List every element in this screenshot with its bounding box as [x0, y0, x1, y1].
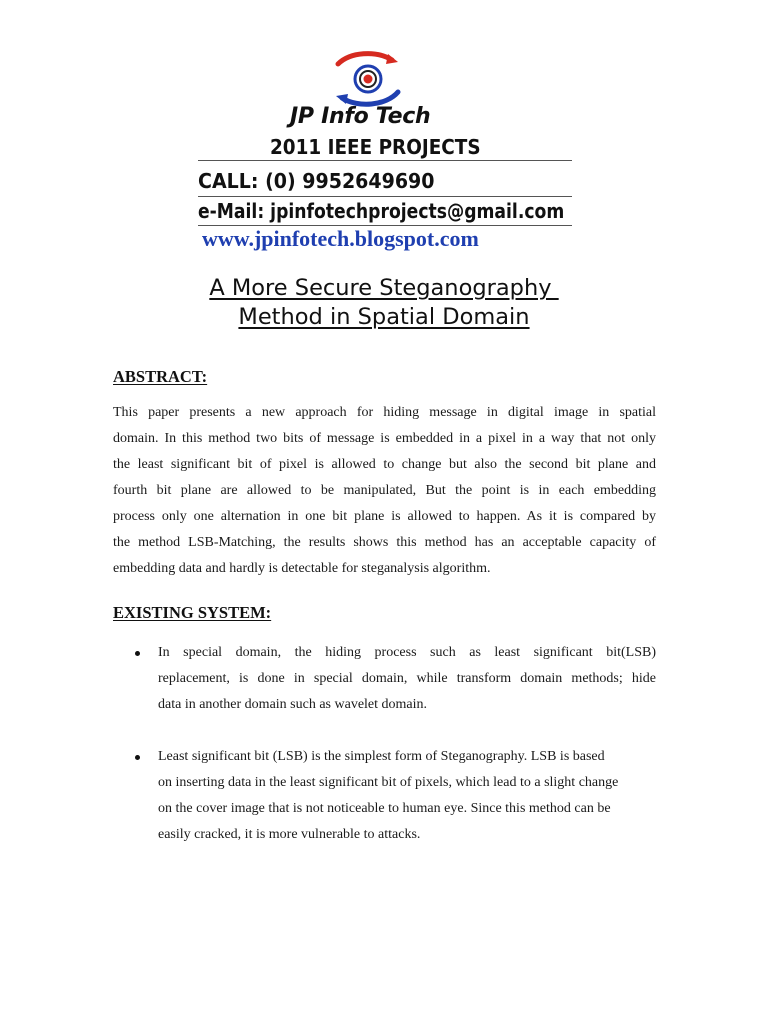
list-item [158, 640, 656, 718]
title-line-1: A More Secure Steganography [209, 275, 559, 301]
abstract-line: the least significant bit of pixel is allowed to change but also the second bit plane and [113, 457, 656, 472]
list-item-line: on inserting data in the least significant bit of pixels, which lead to a slight change [158, 775, 619, 790]
list-item-line: data in another domain such as wavelet domain. [158, 697, 428, 712]
abstract-line: domain. In this method two bits of message is embedded in a pixel in a way that not only [113, 431, 656, 446]
phone-number: CALL: (0) 9952649690 [198, 169, 435, 193]
list-item-line: easily cracked, it is more vulnerable to attacks. [158, 827, 421, 842]
existing-system-heading: EXISTING SYSTEM: [113, 603, 272, 622]
abstract-line: the method LSB-Matching, the results shows this method has an acceptable capacity of [113, 535, 656, 550]
list-item-line: replacement, is done in special domain, while transform domain methods; hide [158, 671, 656, 686]
letterhead [0, 0, 768, 260]
abstract-paragraph [113, 400, 656, 582]
divider-line [198, 196, 572, 197]
abstract-line: embedding data and hardly is detectable for steganalysis algorithm. [113, 561, 491, 576]
bullet-dot-icon [135, 755, 140, 760]
divider-line [198, 160, 572, 161]
list-item-line: In special domain, the hiding process such as least significant bit(LSB) [158, 645, 656, 660]
target-swirl-logo-icon [332, 50, 404, 110]
abstract-line: This paper presents a new approach for hiding message in digital image in spatial [113, 405, 656, 420]
email-address: e-Mail: jpinfotechprojects@gmail.com [198, 199, 565, 223]
abstract-line: process only one alternation in one bit plane is allowed to happen. As it is compared by [113, 509, 656, 524]
bullet-dot-icon [135, 651, 140, 656]
abstract-line: fourth bit plane are allowed to be manipulated, But the point is in each embedding [113, 483, 656, 498]
document-title [0, 274, 768, 332]
abstract-heading: ABSTRACT: [113, 367, 208, 386]
projects-banner: 2011 IEEE PROJECTS [270, 135, 481, 159]
list-item-line: on the cover image that is not noticeable to human eye. Since this method can be [158, 801, 611, 816]
list-item-line: Least significant bit (LSB) is the simplest form of Steganography. LSB is based [158, 749, 605, 764]
company-name: JP Info Tech [290, 104, 431, 129]
title-line-2: Method in Spatial Domain [238, 304, 530, 330]
list-item [158, 744, 656, 848]
logo-graphic [332, 50, 404, 110]
website-link[interactable]: www.jpinfotech.blogspot.com [202, 226, 479, 251]
